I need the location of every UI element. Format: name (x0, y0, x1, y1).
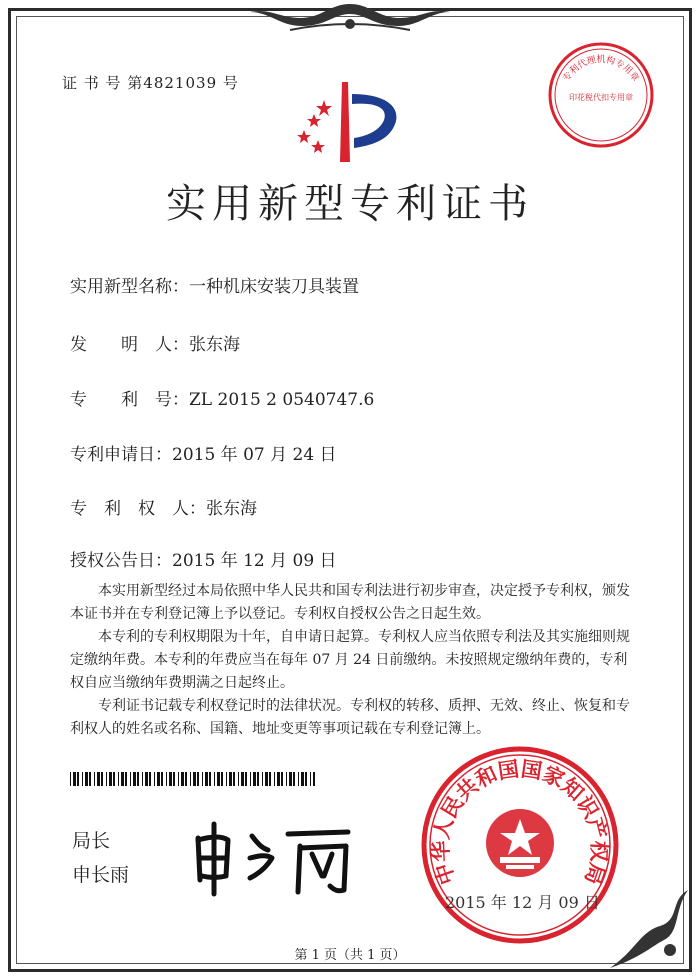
field-grant-date (70, 546, 337, 571)
field-label: 专 利 权 人： (70, 499, 206, 519)
field-label: 授权公告日： (70, 551, 172, 571)
document-title: 实用新型专利证书 (166, 181, 534, 227)
field-value: 张东海 (189, 335, 240, 355)
field-value: 一种机床安装刀具装置 (189, 277, 359, 297)
top-ornament (230, 0, 470, 34)
seal-ring-text: 中华人民共和国国家知识产权局 (428, 756, 612, 888)
seal-small-ring-text: 专利代理机构专用章 (561, 55, 641, 84)
field-label: 专利申请日： (70, 445, 172, 465)
field-value: 2015 年 07 月 24 日 (172, 445, 337, 465)
svg-text:专利代理机构专用章 (560, 53, 642, 83)
field-value: 2015 年 12 月 09 日 (172, 551, 337, 571)
field-patent-number (70, 385, 374, 410)
field-patentee (70, 494, 257, 519)
certificate-number: 证 书 号 第4821039 号 (62, 74, 239, 92)
field-label: 专 利 号： (70, 390, 189, 410)
barcode (70, 772, 315, 786)
field-utility-model-name (70, 272, 359, 297)
field-value: 张东海 (206, 499, 257, 519)
certificate-body (70, 580, 630, 741)
agency-seal (546, 40, 656, 150)
field-inventor (70, 330, 240, 355)
field-label: 实用新型名称： (70, 277, 189, 297)
field-value: ZL 2015 2 0540747.6 (189, 390, 375, 410)
field-label: 发 明 人： (70, 335, 189, 355)
seal-small-center-text: 印花税代扣专用章 (569, 93, 633, 102)
page-number: 第 1 页（共 1 页） (294, 948, 406, 963)
patent-office-logo (292, 78, 412, 168)
handwritten-signature (188, 818, 358, 898)
chief-title: 局长 (72, 830, 111, 852)
field-application-date (70, 440, 337, 465)
state-ipo-seal (420, 745, 620, 945)
paragraph: 专利证书记载专利权登记时的法律状况。专利权的转移、质押、无效、终止、恢复和专利权人的姓名或名称、国籍、地址变更等事项记载在专利登记簿上。 (70, 698, 630, 737)
paragraph: 本实用新型经过本局依照中华人民共和国专利法进行初步审查，决定授予专利权，颁发本证书并在专利登记簿上予以登记。专利权自授权公告之日起生效。 (70, 583, 630, 622)
seal-date: 2015 年 12 月 09 日 (445, 893, 600, 912)
chief-name: 申长雨 (72, 864, 130, 886)
paragraph: 本专利的专利权期限为十年，自申请日起算。专利权人应当依照专利法及其实施细则规定缴纳年费。本专利的年费应当在每年 07 月 24 日前缴纳。未按照规定缴纳年费的，专利权自应当缴纳年费期满之日起终止。 (70, 629, 630, 691)
